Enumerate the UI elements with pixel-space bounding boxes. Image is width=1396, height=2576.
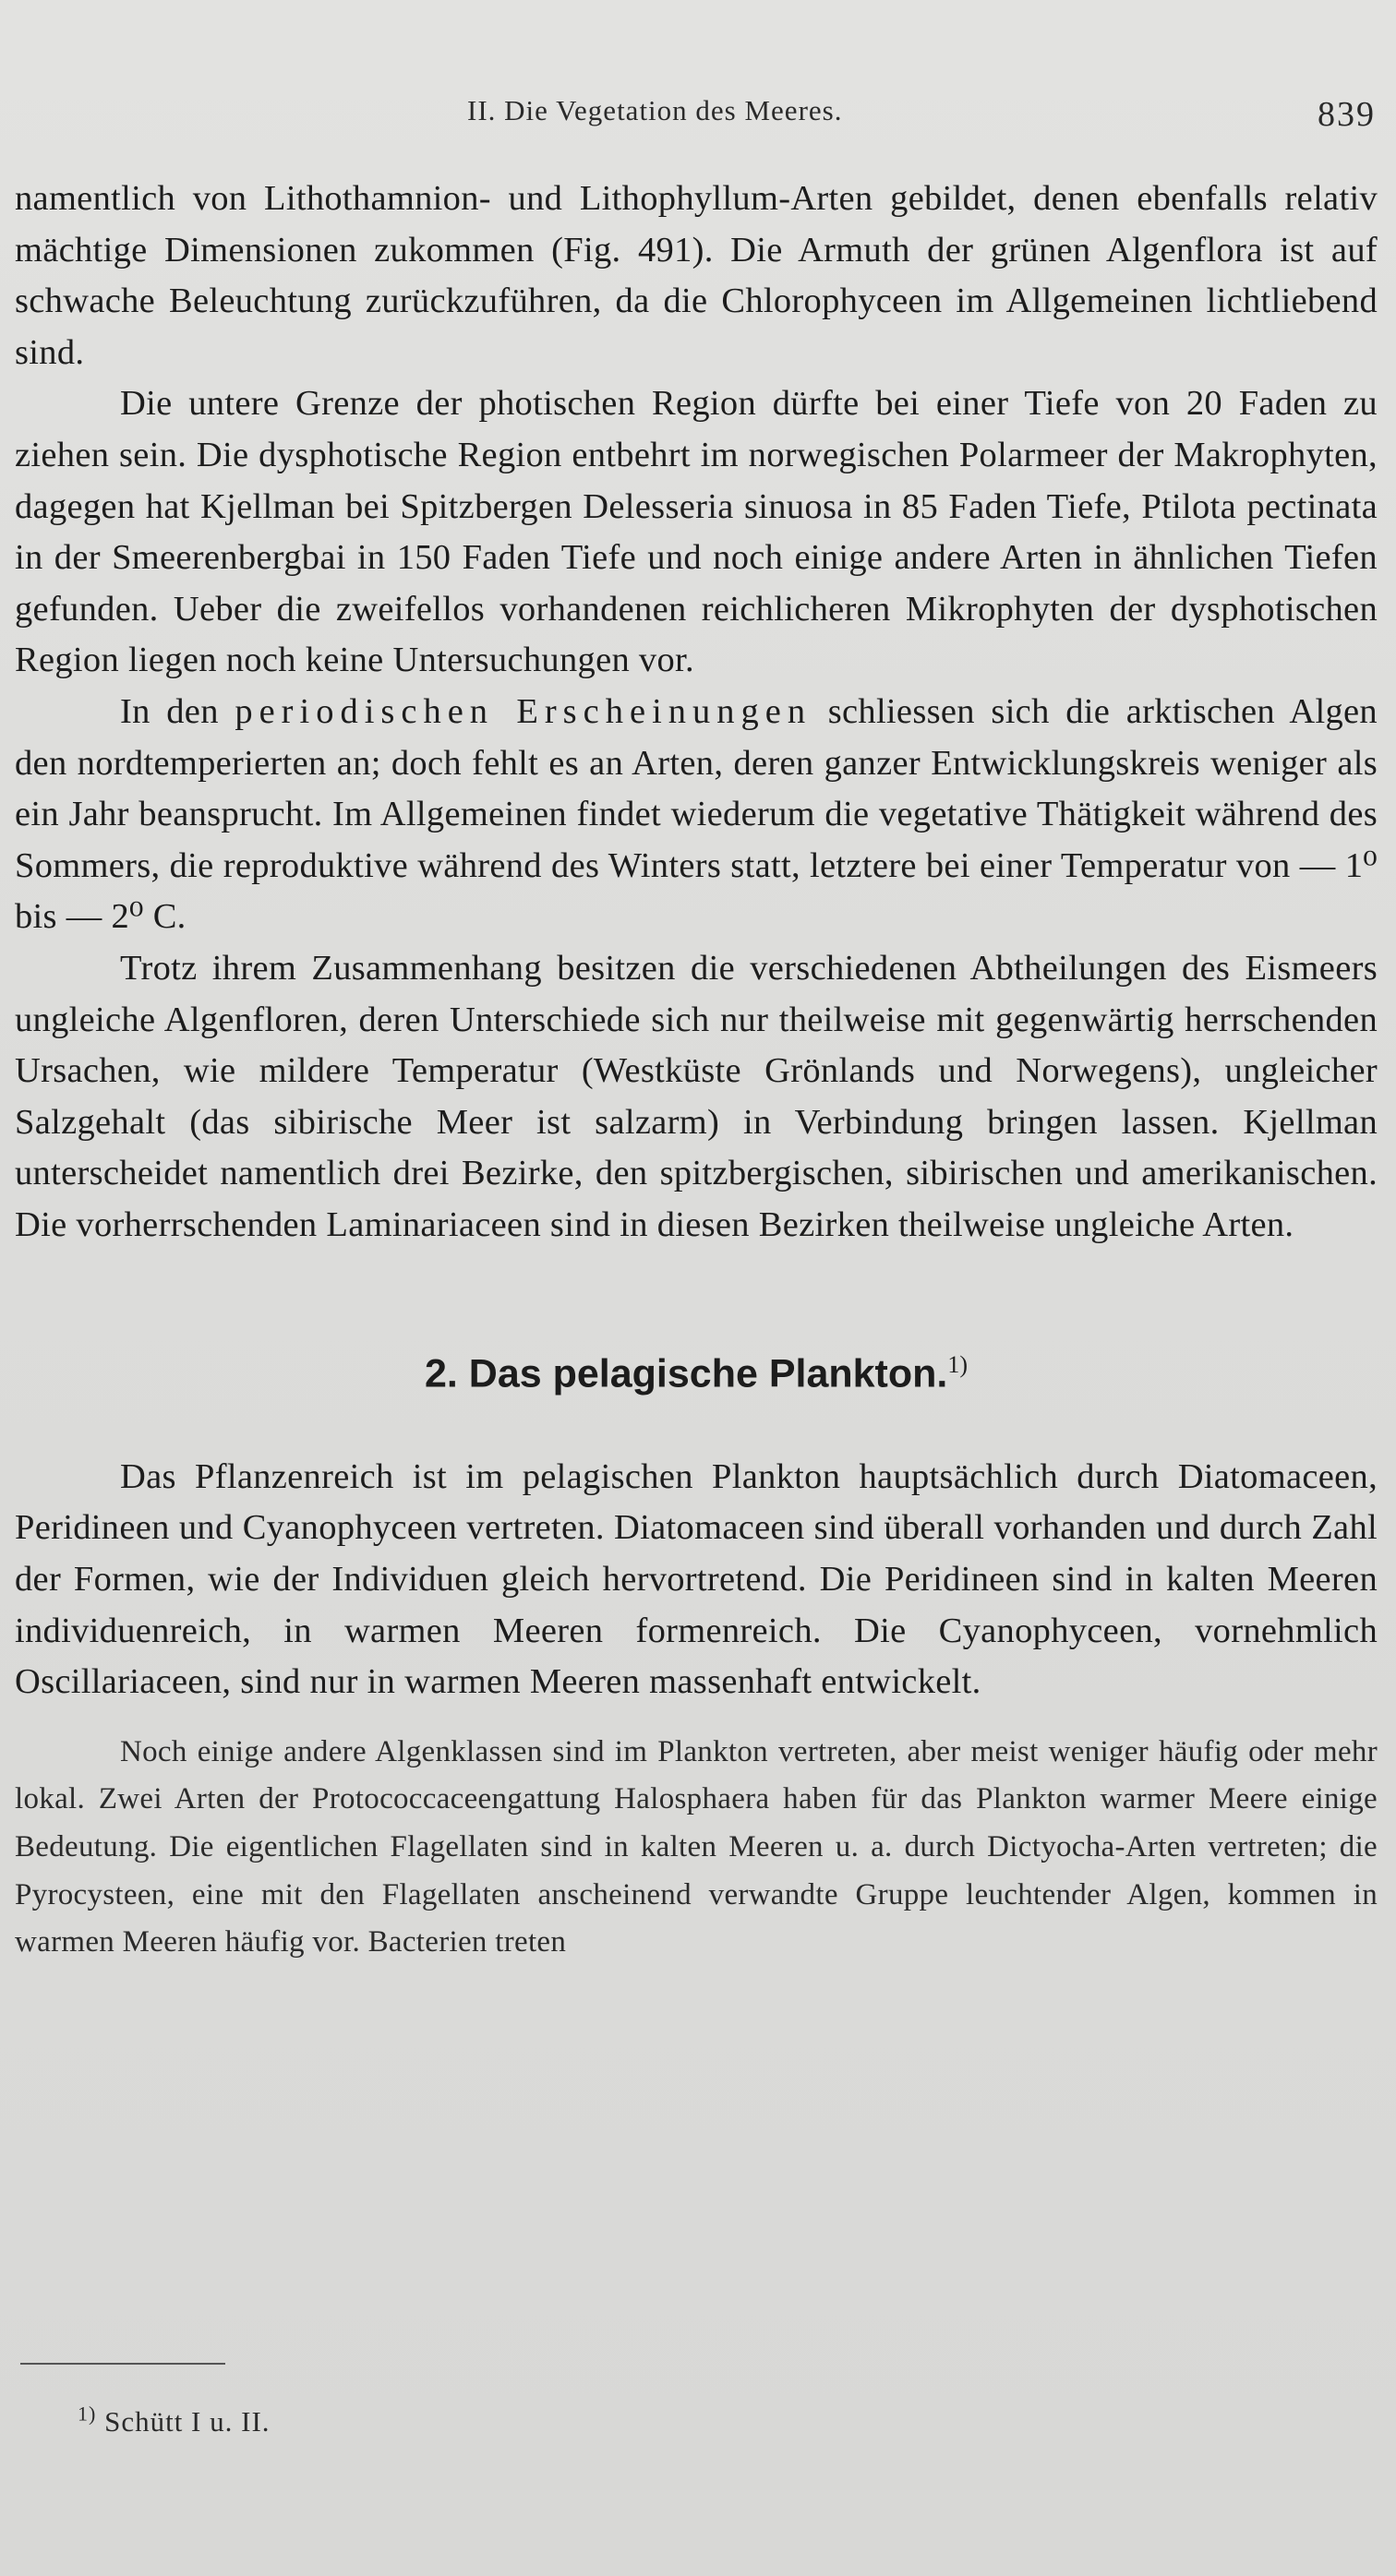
paragraph-photic-region: Die untere Grenze der photischen Region dürfte bei einer Tiefe von 20 Faden zu ziehen sein. Die dysphotische Region entbehrt im norwegischen Polarmeer der Makrophyten, dagegen hat Kjellman bei Spitzbergen Delesseria sinuosa in 85 Faden Tiefe, Ptilota pectinata in der Smeerenbergbai in 150 Faden Tiefe und noch einige andere Arten in ähnlichen Tiefen gefunden. Ueber die zweifellos vorhandenen reichlicheren Mikrophyten der dysphotischen Region liegen noch keine Untersuchungen vor. <box>15 384 1378 680</box>
paragraph-continuation: namentlich von Lithothamnion- und Lithophyllum-Arten gebildet, denen ebenfalls relativ mächtige Dimensionen zukommen (Fig. 491). Die Armuth der grünen Algenflora ist auf schwache Beleuchtung zurückzuführen, da die Chlorophyceen im Allgemeinen lichtliebend sind. <box>15 179 1378 372</box>
paragraph-rest: schliessen sich die arktischen Algen den nordtemperierten an; doch fehlt es an Arten, deren ganzer Entwicklungskreis weniger als ein Jahr beansprucht. Im Allgemeinen findet wiederum die vegetative Thätigkeit während des Sommers, die reproduktive während des Winters statt, letztere bei einer Temperatur von — 1⁰ bis — 2⁰ C. <box>15 691 1378 937</box>
running-title: II. Die Vegetation des Meeres. <box>467 94 843 126</box>
footnote-reference: 1) <box>947 1351 969 1379</box>
page-body <box>15 174 1378 1967</box>
page-number: 839 <box>1318 95 1376 134</box>
paragraph-plankton-intro: Das Pflanzenreich ist im pelagischen Plankton hauptsächlich durch Diatomaceen, Peridineen und Cyanophyceen vertreten. Diatomaceen sind überall vorhanden und durch Zahl der Formen, wie der Individuen gleich hervortretend. Die Peridineen sind in kalten Meeren individuenreich, in warmen Meeren formenreich. Die Cyanophyceen, vornehmlich Oscillariaceen, sind nur in warmen Meeren massenhaft entwickelt. <box>15 1456 1378 1702</box>
paragraph-arctic-districts: Trotz ihrem Zusammenhang besitzen die verschiedenen Abtheilungen des Eismeers ungleiche Algenfloren, deren Unterschiede sich nur theilweise mit gegenwärtig herrschenden Ursachen, wie mildere Temperatur (Westküste Grönlands und Norwegens), ungleicher Salzgehalt (das sibirische Meer ist salzarm) in Verbindung bringen lassen. Kjellman unterscheidet namentlich drei Bezirke, den spitzbergischen, sibirischen und amerikanischen. Die vorherrschenden Laminariaceen sind in diesen Bezirken theilweise ungleiche Arten. <box>15 948 1378 1244</box>
paragraph-lead: In den <box>120 691 219 731</box>
footnote <box>78 2402 271 2438</box>
paragraph-periodic-phenomena <box>15 687 1378 943</box>
section-heading-text: 2. Das pelagische Plankton. <box>424 1351 948 1396</box>
footnote-divider <box>20 2363 225 2365</box>
paragraph-small-print: Noch einige andere Algenklassen sind im Plankton vertreten, aber meist weniger häufig oder mehr lokal. Zwei Arten der Protococcaceengattung Halosphaera haben für das Plankton warmer Meere einige Bedeutung. Die eigentlichen Flagellaten sind in kalten Meeren u. a. durch Dictyocha-Arten vertreten; die Pyrocysteen, eine mit den Flagellaten anscheinend verwandte Gruppe leuchtender Algen, kommen in warmen Meeren häufig vor. Bacterien treten <box>15 1734 1378 1959</box>
footnote-marker: 1) <box>78 2402 97 2426</box>
running-head <box>0 94 1396 140</box>
footnote-text: Schütt I u. II. <box>104 2405 271 2438</box>
section-heading <box>15 1339 1378 1399</box>
spaced-emphasis: periodischen Erscheinungen <box>235 691 812 731</box>
